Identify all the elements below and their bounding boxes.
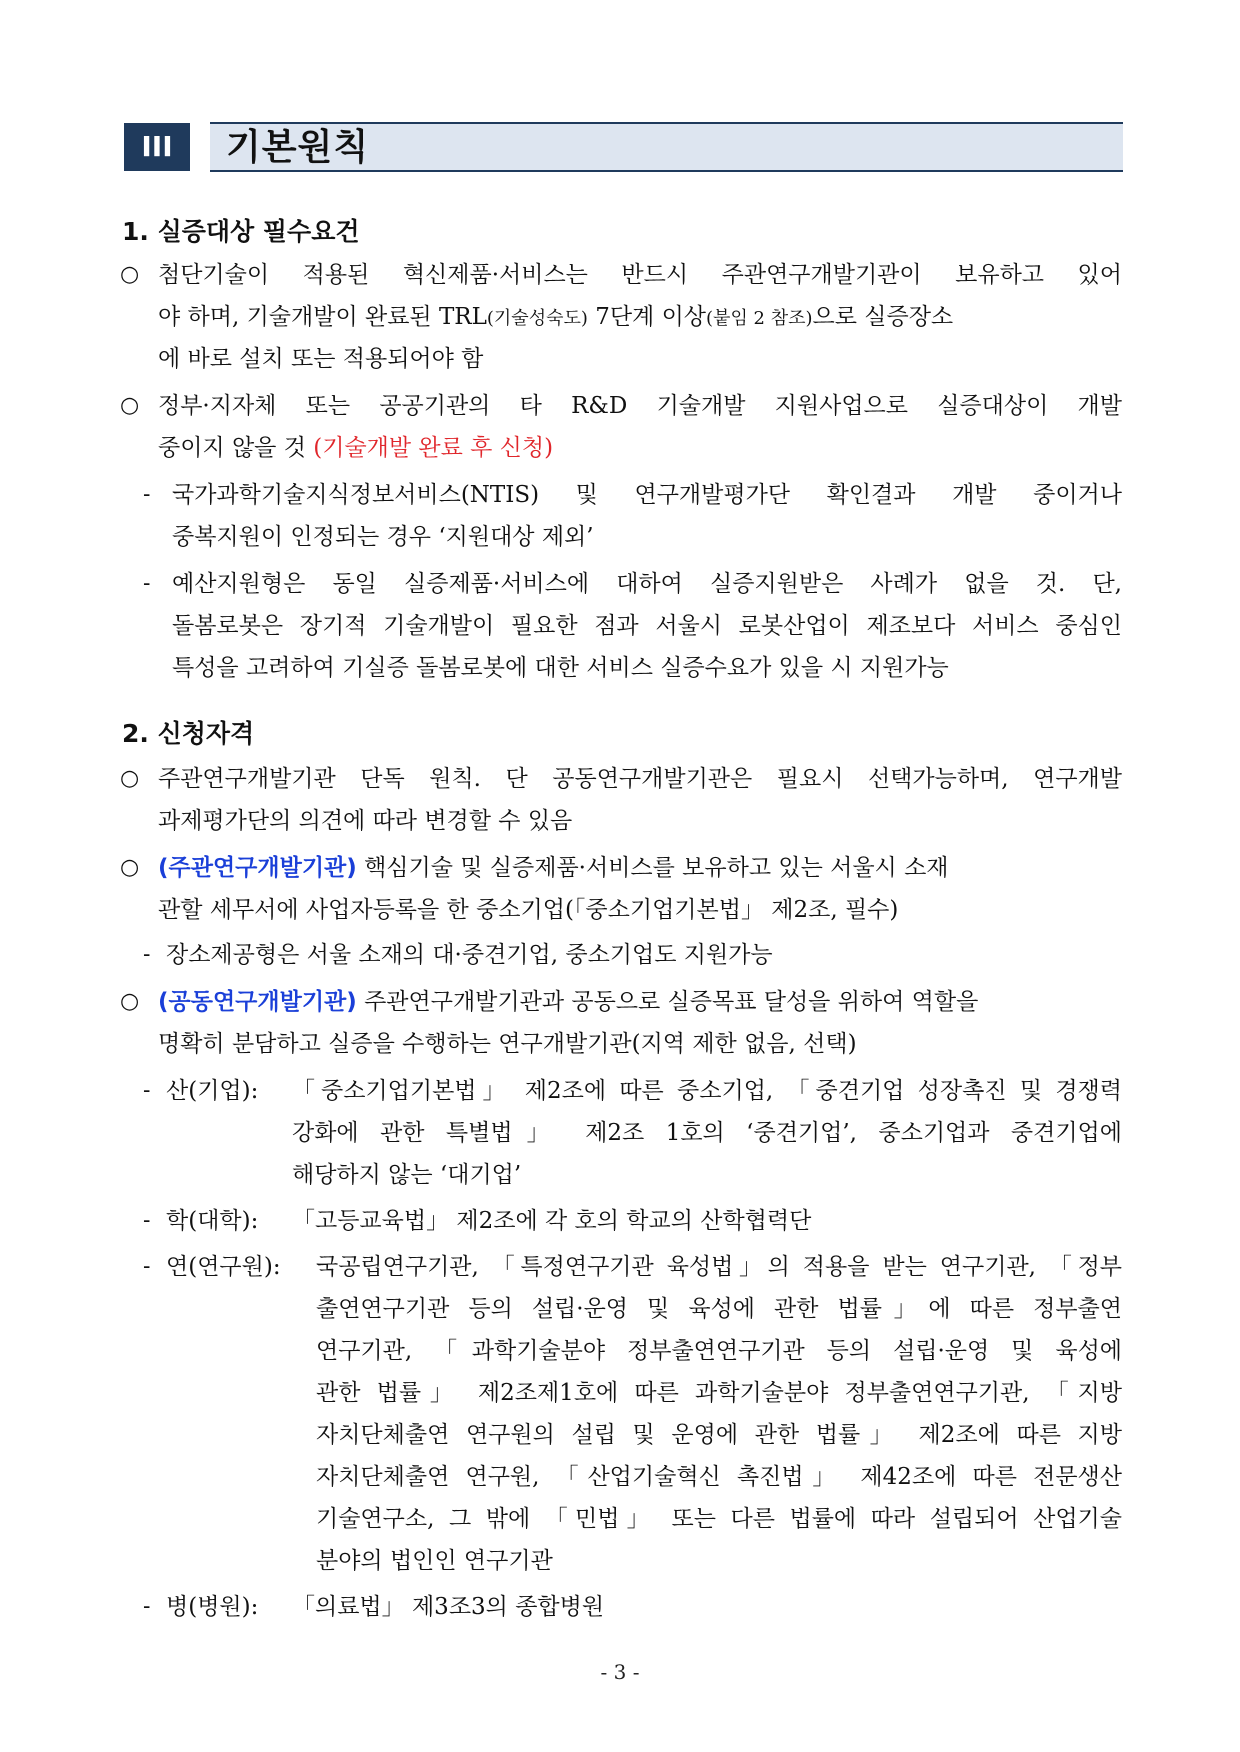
paragraph-line [158,431,553,465]
dash-marker: - [143,482,151,507]
paragraph-line: 「중소기업기본법」 제2조에 따른 중소기업, 「중견기업 성장촉진 및 경쟁력 [292,1078,1122,1104]
item-label: 연(연구원): [166,1254,281,1280]
paragraph-line: 장소제공형은 서울 소재의 대·중견기업, 중소기업도 지원가능 [166,942,773,968]
chapter-header [124,122,1123,172]
text-span: 야 하며, 기술개발이 완료된 TRL [158,304,487,330]
highlight-red-text: (기술개발 완료 후 신청) [313,435,554,461]
paragraph-line: 예산지원형은 동일 실증제품·서비스에 대하여 실증지원받은 사례가 없을 것. 단, [172,571,1122,597]
text-span: 핵심기술 및 실증제품·서비스를 보유하고 있는 서울시 소재 [356,855,949,881]
highlight-blue-label: (공동연구개발기관) [158,989,357,1015]
paragraph-line: 강화에 관한 특별법」 제2조 1호의 ‘중견기업’, 중소기업과 중견기업에 [292,1120,1122,1146]
paragraph-line: 에 바로 설치 또는 적용되어야 함 [158,346,484,372]
bullet-marker: ○ [120,262,140,287]
bullet-marker: ○ [120,393,140,418]
page-number: - 3 - [600,1660,640,1684]
item-label: 병(병원): [166,1594,259,1620]
paragraph-line [158,851,1122,885]
chapter-number: III [124,123,190,171]
paragraph-line: 분야의 법인인 연구기관 [316,1548,553,1574]
paragraph-line: 「고등교육법」 제2조에 각 호의 학교의 산학협력단 [292,1208,812,1234]
paragraph-line [158,985,1122,1019]
paragraph-line: 특성을 고려하여 기실증 돌봄로봇에 대한 서비스 실증수요가 있을 시 지원가능 [172,655,949,681]
bullet-marker: ○ [120,989,140,1014]
paragraph-line: 돌봄로봇은 장기적 기술개발이 필요한 점과 서울시 로봇산업이 제조보다 서비스 중심인 [172,613,1122,639]
paragraph-line: 관할 세무서에 사업자등록을 한 중소기업(「중소기업기본법」 제2조, 필수) [158,897,899,923]
paragraph-line: 출연연구기관 등의 설립·운영 및 육성에 관한 법률」에 따른 정부출연 [316,1296,1122,1322]
text-span: 중이지 않을 것 [158,435,314,461]
section-1-title: 1. 실증대상 필수요건 [122,217,360,246]
text-span: 으로 실증장소 [812,304,954,330]
bullet-marker: ○ [120,855,140,880]
paragraph-line: 중복지원이 인정되는 경우 ‘지원대상 제외’ [172,524,594,550]
text-span: 7단계 이상 [587,304,707,330]
paragraph-line: 첨단기술이 적용된 혁신제품·서비스는 반드시 주관연구개발기관이 보유하고 있어 [158,262,1122,288]
paragraph-line: 연구기관, 「과학기술분야 정부출연연구기관 등의 설립·운영 및 육성에 [316,1338,1122,1364]
highlight-blue-label: (주관연구개발기관) [158,855,357,881]
chapter-title-bar [210,122,1123,172]
dash-marker: - [143,1208,151,1233]
chapter-title: 기본원칙 [226,127,370,168]
paragraph-line: 명확히 분담하고 실증을 수행하는 연구개발기관(지역 제한 없음, 선택) [158,1031,857,1057]
dash-marker: - [143,942,151,967]
item-label: 산(기업): [166,1078,259,1104]
paragraph-line: 해당하지 않는 ‘대기업’ [292,1162,522,1188]
paragraph-line: 관한 법률」 제2조제1호에 따른 과학기술분야 정부출연연구기관, 「지방 [316,1380,1122,1406]
dash-marker: - [143,1078,151,1103]
section-2-title: 2. 신청자격 [122,719,255,748]
text-span: 주관연구개발기관과 공동으로 실증목표 달성을 위하여 역할을 [356,989,979,1015]
paragraph-line: 정부·지자체 또는 공공기관의 타 R&D 기술개발 지원사업으로 실증대상이 개발 [158,393,1122,419]
paragraph-line: 국가과학기술지식정보서비스(NTIS) 및 연구개발평가단 확인결과 개발 중이거나 [172,482,1122,508]
bullet-marker: ○ [120,766,140,791]
paragraph-line: 과제평가단의 의견에 따라 변경할 수 있음 [158,808,573,834]
paragraph-line: 주관연구개발기관 단독 원칙. 단 공동연구개발기관은 필요시 선택가능하며, 연구개발 [158,766,1122,792]
paragraph-line [158,300,1122,336]
text-span: (기술성숙도) [486,308,588,329]
item-label: 학(대학): [166,1208,259,1234]
paragraph-line: 기술연구소, 그 밖에 「민법」 또는 다른 법률에 따라 설립되어 산업기술 [316,1506,1122,1532]
paragraph-line: 국공립연구기관, 「특정연구기관 육성법」의 적용을 받는 연구기관, 「정부 [316,1254,1122,1280]
dash-marker: - [143,1594,151,1619]
dash-marker: - [143,1254,151,1279]
paragraph-line: 자치단체출연 연구원, 「산업기술혁신 촉진법」 제42조에 따른 전문생산 [316,1464,1122,1490]
paragraph-line: 「의료법」 제3조3의 종합병원 [292,1594,605,1620]
paragraph-line: 자치단체출연 연구원의 설립 및 운영에 관한 법률」 제2조에 따른 지방 [316,1422,1122,1448]
dash-marker: - [143,571,151,596]
text-span: (붙임 2 참조) [706,308,813,329]
